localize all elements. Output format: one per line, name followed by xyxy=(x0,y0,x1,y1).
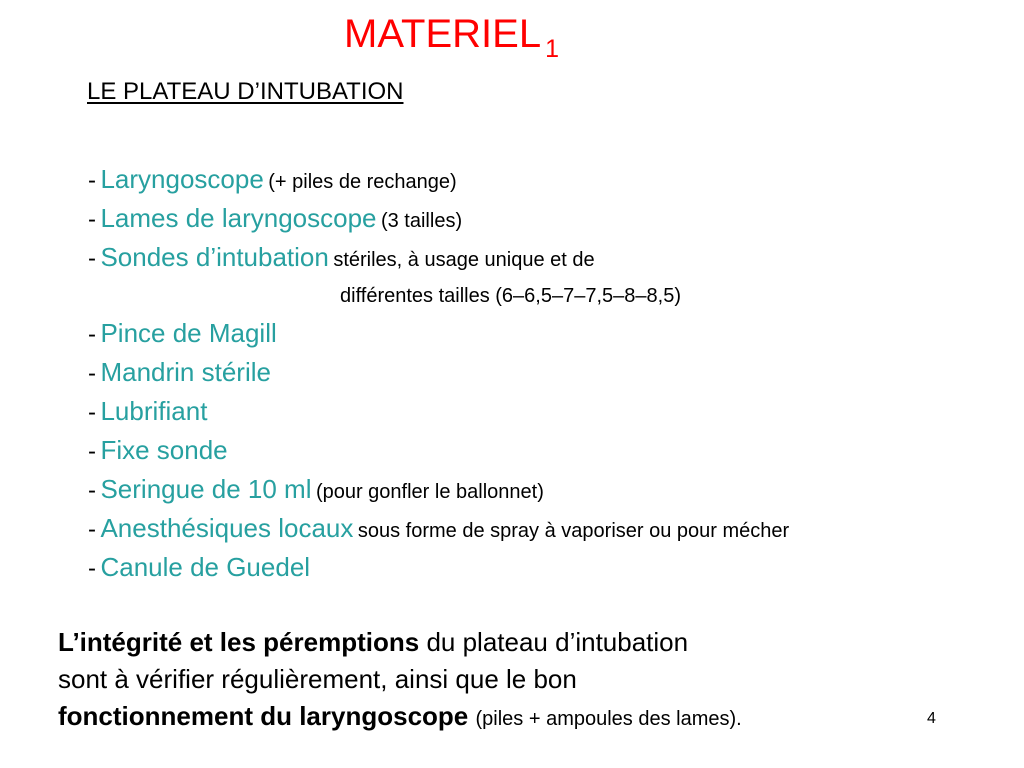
list-item xyxy=(88,394,789,433)
list-bullet: - xyxy=(88,206,96,233)
list-item xyxy=(88,162,789,201)
page-number: 4 xyxy=(927,710,936,727)
note-line-2: sont à vérifier régulièrement, ainsi que le bon xyxy=(58,664,577,694)
list-item xyxy=(88,355,789,394)
note-text: du plateau d’intubation xyxy=(426,627,689,657)
list-item xyxy=(88,433,789,472)
note-emphasis: L’intégrité et les péremptions xyxy=(58,627,420,657)
list-item xyxy=(88,550,789,589)
item-name: Laryngoscope xyxy=(100,164,264,194)
item-name: Pince de Magill xyxy=(100,318,277,348)
slide-title-number: 1 xyxy=(545,35,559,63)
list-item xyxy=(88,316,789,355)
slide-title xyxy=(344,10,559,63)
list-bullet: - xyxy=(88,477,96,504)
list-bullet: - xyxy=(88,516,96,543)
item-name: Sondes d’intubation xyxy=(100,242,329,272)
item-detail: stériles, à usage unique et de xyxy=(333,249,595,271)
item-detail-continued: différentes tailles (6–6,5–7–7,5–8–8,5) xyxy=(340,285,681,307)
slide-title-text: MATERIEL xyxy=(344,12,542,56)
item-detail: (3 tailles) xyxy=(380,210,463,232)
list-bullet: - xyxy=(88,399,96,426)
item-name: Seringue de 10 ml xyxy=(100,474,312,504)
item-name: Fixe sonde xyxy=(100,435,228,465)
list-item xyxy=(88,511,789,550)
list-bullet: - xyxy=(88,555,96,582)
item-name: Anesthésiques locaux xyxy=(100,513,354,543)
note-emphasis: fonctionnement du laryngoscope xyxy=(58,701,469,731)
list-bullet: - xyxy=(88,167,96,194)
item-detail: (+ piles de rechange) xyxy=(268,171,457,193)
item-detail: sous forme de spray à vaporiser ou pour mécher xyxy=(357,520,790,542)
list-bullet: - xyxy=(88,360,96,387)
item-name: Lubrifiant xyxy=(100,396,208,426)
item-name: Lames de laryngoscope xyxy=(100,203,377,233)
list-item xyxy=(88,201,789,240)
note-line-1 xyxy=(58,624,742,661)
verification-note xyxy=(58,624,742,738)
list-item xyxy=(88,472,789,511)
equipment-list xyxy=(88,162,789,589)
list-item xyxy=(88,240,789,316)
list-bullet: - xyxy=(88,321,96,348)
note-text: (piles + ampoules des lames). xyxy=(475,708,742,730)
list-bullet: - xyxy=(88,438,96,465)
note-line-3 xyxy=(58,698,742,738)
section-heading: LE PLATEAU D’INTUBATION xyxy=(87,78,404,105)
item-name: Canule de Guedel xyxy=(100,552,311,582)
item-detail: (pour gonfler le ballonnet) xyxy=(315,481,544,503)
list-bullet: - xyxy=(88,245,96,272)
item-name: Mandrin stérile xyxy=(100,357,271,387)
